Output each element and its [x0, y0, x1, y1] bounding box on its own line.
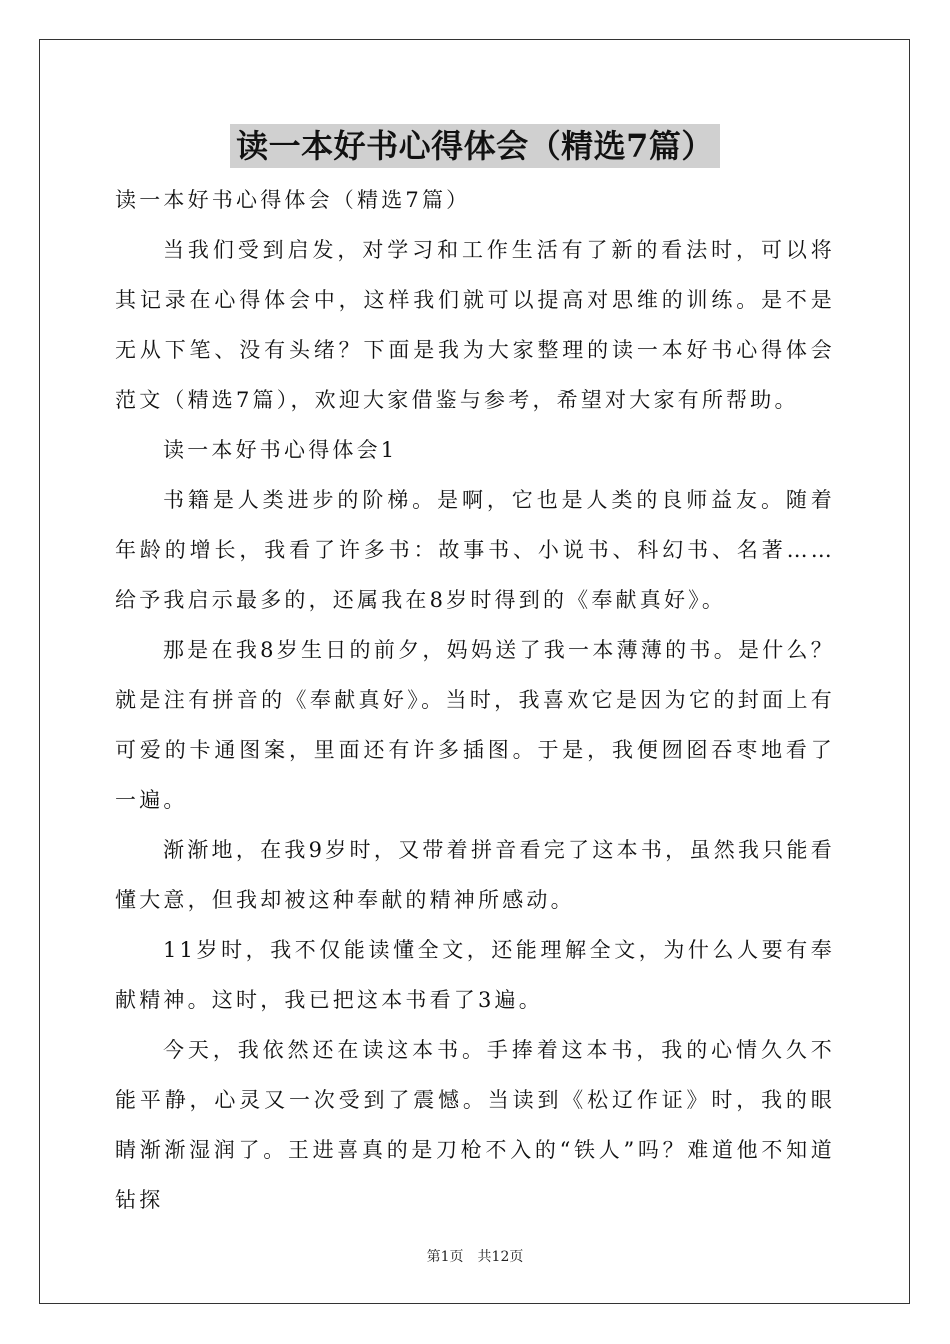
paragraph: 11岁时，我不仅能读懂全文，还能理解全文，为什么人要有奉献精神。这时，我已把这本书看了3遍。 [115, 938, 835, 1012]
paragraph: 书籍是人类进步的阶梯。是啊，它也是人类的良师益友。随着年龄的增长，我看了许多书：故事书、小说书、科幻书、名著……给予我启示最多的，还属我在8岁时得到的《奉献真好》。 [115, 488, 835, 612]
document-body [115, 175, 835, 1225]
paragraph: 今天，我依然还在读这本书。手捧着这本书，我的心情久久不能平静，心灵又一次受到了震憾。当读到《松辽作证》时，我的眼睛渐渐湿润了。王进喜真的是刀枪不入的“铁人”吗？难道他不知道钻探 [115, 1038, 835, 1212]
paragraph: 当我们受到启发，对学习和工作生活有了新的看法时，可以将其记录在心得体会中，这样我们就可以提高对思维的训练。是不是无从下笔、没有头绪？下面是我为大家整理的读一本好书心得体会范文（精选7篇），欢迎大家借鉴与参考，希望对大家有所帮助。 [115, 238, 835, 412]
document-title: 读一本好书心得体会（精选7篇） [230, 124, 720, 168]
page-footer [0, 1246, 950, 1266]
section-heading: 读一本好书心得体会1 [163, 438, 398, 462]
paragraph: 渐渐地，在我9岁时，又带着拼音看完了这本书，虽然我只能看懂大意，但我却被这种奉献的精神所感动。 [115, 838, 835, 912]
page-number: 第1页 共12页 [426, 1249, 524, 1265]
paragraph: 那是在我8岁生日的前夕，妈妈送了我一本薄薄的书。是什么？就是注有拼音的《奉献真好》。当时，我喜欢它是因为它的封面上有可爱的卡通图案，里面还有许多插图。于是，我便囫囵吞枣地看了一遍。 [115, 638, 835, 812]
title-container [0, 124, 950, 168]
paragraph: 读一本好书心得体会（精选7篇） [115, 188, 471, 212]
